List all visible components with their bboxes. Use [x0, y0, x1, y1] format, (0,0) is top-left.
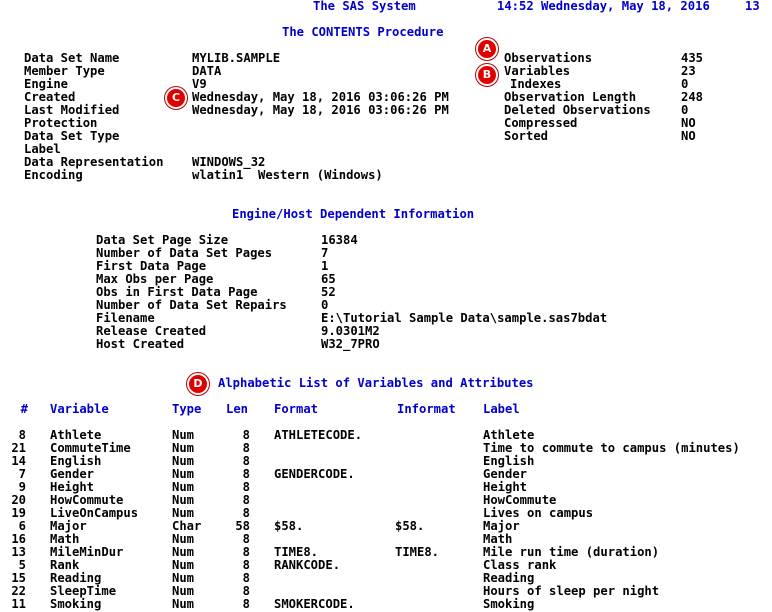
engine-info-value: W32_7PRO [321, 337, 380, 351]
engine-info-label: Max Obs per Page [96, 272, 214, 286]
cell-variable: Math [50, 532, 80, 546]
cell-variable: Height [50, 480, 95, 494]
engine-info-value: 52 [321, 285, 336, 299]
cell-num: 16 [11, 532, 26, 546]
cell-len: 8 [242, 493, 250, 507]
cell-variable: Rank [50, 558, 80, 572]
variables-list-title: Alphabetic List of Variables and Attributes [218, 376, 534, 390]
col-header-num: # [20, 402, 28, 416]
attribute-label: Indexes [510, 77, 562, 91]
cell-num: 22 [11, 584, 26, 598]
col-header-format: Format [274, 402, 319, 416]
cell-label: Time to commute to campus (minutes) [483, 441, 740, 455]
cell-num: 15 [11, 571, 26, 585]
attribute-label: Created [24, 90, 76, 104]
attribute-label: Variables [504, 64, 571, 78]
cell-type: Num [172, 506, 195, 520]
cell-len: 8 [242, 428, 250, 442]
engine-info-value: 16384 [321, 233, 358, 247]
attribute-label: Data Set Type [24, 129, 120, 143]
cell-len: 8 [242, 467, 250, 481]
callout-c: C [165, 87, 187, 109]
cell-type: Num [172, 467, 195, 481]
attribute-value: NO [681, 116, 696, 130]
cell-type: Num [172, 558, 195, 572]
cell-type: Num [172, 532, 195, 546]
cell-label: Reading [483, 571, 535, 585]
cell-format: TIME8. [274, 545, 319, 559]
cell-type: Num [172, 571, 195, 585]
header-datetime: 14:52 Wednesday, May 18, 2016 [497, 0, 710, 13]
cell-len: 8 [242, 584, 250, 598]
cell-num: 5 [18, 558, 26, 572]
engine-info-label: Number of Data Set Pages [96, 246, 273, 260]
attribute-value: Wednesday, May 18, 2016 03:06:26 PM [192, 90, 449, 104]
engine-info-value: 9.0301M2 [321, 324, 380, 338]
cell-label: Athlete [483, 428, 535, 442]
cell-len: 8 [242, 545, 250, 559]
header-page-number: 13 [745, 0, 760, 13]
cell-label: HowCommute [483, 493, 557, 507]
contents-procedure-title: The CONTENTS Procedure [282, 25, 444, 39]
attribute-value: 0 [681, 103, 689, 117]
engine-host-title: Engine/Host Dependent Information [232, 207, 475, 221]
cell-num: 20 [11, 493, 26, 507]
attribute-label: Protection [24, 116, 98, 130]
cell-label: Hours of sleep per night [483, 584, 660, 598]
attribute-value: V9 [192, 77, 207, 91]
cell-num: 8 [18, 428, 26, 442]
engine-info-label: Host Created [96, 337, 185, 351]
engine-info-value: 0 [321, 298, 329, 312]
cell-num: 14 [11, 454, 26, 468]
attribute-label: Label [24, 142, 61, 156]
engine-info-value: 7 [321, 246, 329, 260]
cell-informat: TIME8. [395, 545, 440, 559]
cell-label: Height [483, 480, 528, 494]
cell-variable: English [50, 454, 102, 468]
callout-b: B [476, 64, 498, 86]
attribute-value: wlatin1 Western (Windows) [192, 168, 383, 182]
attribute-label: Last Modified [24, 103, 120, 117]
cell-type: Num [172, 545, 195, 559]
attribute-label: Data Representation [24, 155, 164, 169]
cell-num: 11 [11, 597, 26, 611]
cell-len: 8 [242, 532, 250, 546]
cell-variable: Smoking [50, 597, 102, 611]
system-title: The SAS System [313, 0, 416, 13]
cell-label: Math [483, 532, 513, 546]
cell-variable: Athlete [50, 428, 102, 442]
cell-num: 7 [18, 467, 26, 481]
attribute-label: Deleted Observations [504, 103, 651, 117]
cell-label: Lives on campus [483, 506, 594, 520]
cell-label: Mile run time (duration) [483, 545, 660, 559]
cell-len: 8 [242, 480, 250, 494]
cell-type: Num [172, 428, 195, 442]
attribute-value: 0 [681, 77, 689, 91]
col-header-label: Label [483, 402, 520, 416]
cell-variable: CommuteTime [50, 441, 131, 455]
attribute-label: Data Set Name [24, 51, 120, 65]
cell-len: 8 [242, 571, 250, 585]
cell-type: Num [172, 480, 195, 494]
cell-variable: Major [50, 519, 87, 533]
cell-variable: Gender [50, 467, 95, 481]
engine-info-label: Release Created [96, 324, 207, 338]
cell-format: $58. [274, 519, 304, 533]
attribute-label: Observations [504, 51, 593, 65]
attribute-value: 248 [681, 90, 704, 104]
engine-info-label: Data Set Page Size [96, 233, 229, 247]
engine-info-value: E:\Tutorial Sample Data\sample.sas7bdat [321, 311, 608, 325]
attribute-value: NO [681, 129, 696, 143]
engine-info-value: 65 [321, 272, 336, 286]
callout-d: D [187, 373, 209, 395]
cell-type: Num [172, 441, 195, 455]
cell-format: SMOKERCODE. [274, 597, 355, 611]
attribute-label: Member Type [24, 64, 105, 78]
cell-label: Class rank [483, 558, 557, 572]
cell-variable: HowCommute [50, 493, 124, 507]
cell-num: 21 [11, 441, 26, 455]
cell-variable: Reading [50, 571, 102, 585]
attribute-label: Observation Length [504, 90, 637, 104]
cell-len: 8 [242, 558, 250, 572]
cell-type: Num [172, 493, 195, 507]
cell-type: Num [172, 584, 195, 598]
cell-len: 8 [242, 597, 250, 611]
cell-label: Major [483, 519, 520, 533]
col-header-type: Type [172, 402, 202, 416]
attribute-value: 23 [681, 64, 696, 78]
cell-len: 8 [242, 454, 250, 468]
attribute-value: Wednesday, May 18, 2016 03:06:26 PM [192, 103, 449, 117]
cell-len: 58 [235, 519, 250, 533]
cell-len: 8 [242, 441, 250, 455]
attribute-value: WINDOWS_32 [192, 155, 266, 169]
engine-info-label: Number of Data Set Repairs [96, 298, 287, 312]
cell-informat: $58. [395, 519, 425, 533]
cell-format: GENDERCODE. [274, 467, 355, 481]
cell-label: Gender [483, 467, 528, 481]
attribute-value: DATA [192, 64, 222, 78]
col-header-informat: Informat [397, 402, 456, 416]
cell-num: 13 [11, 545, 26, 559]
attribute-label: Encoding [24, 168, 83, 182]
cell-type: Char [172, 519, 202, 533]
cell-variable: MileMinDur [50, 545, 124, 559]
cell-variable: LiveOnCampus [50, 506, 139, 520]
cell-label: Smoking [483, 597, 535, 611]
engine-info-value: 1 [321, 259, 329, 273]
col-header-variable: Variable [50, 402, 109, 416]
attribute-value: 435 [681, 51, 704, 65]
cell-type: Num [172, 454, 195, 468]
attribute-label: Compressed [504, 116, 578, 130]
attribute-label: Sorted [504, 129, 549, 143]
cell-type: Num [172, 597, 195, 611]
engine-info-label: Obs in First Data Page [96, 285, 258, 299]
callout-a: A [476, 38, 498, 60]
cell-num: 19 [11, 506, 26, 520]
cell-format: ATHLETECODE. [274, 428, 363, 442]
cell-len: 8 [242, 506, 250, 520]
cell-label: English [483, 454, 535, 468]
cell-variable: SleepTime [50, 584, 117, 598]
engine-info-label: First Data Page [96, 259, 207, 273]
engine-info-label: Filename [96, 311, 155, 325]
attribute-value: MYLIB.SAMPLE [192, 51, 281, 65]
col-header-len: Len [226, 402, 249, 416]
cell-num: 9 [18, 480, 26, 494]
cell-num: 6 [18, 519, 26, 533]
attribute-label: Engine [24, 77, 69, 91]
cell-format: RANKCODE. [274, 558, 341, 572]
